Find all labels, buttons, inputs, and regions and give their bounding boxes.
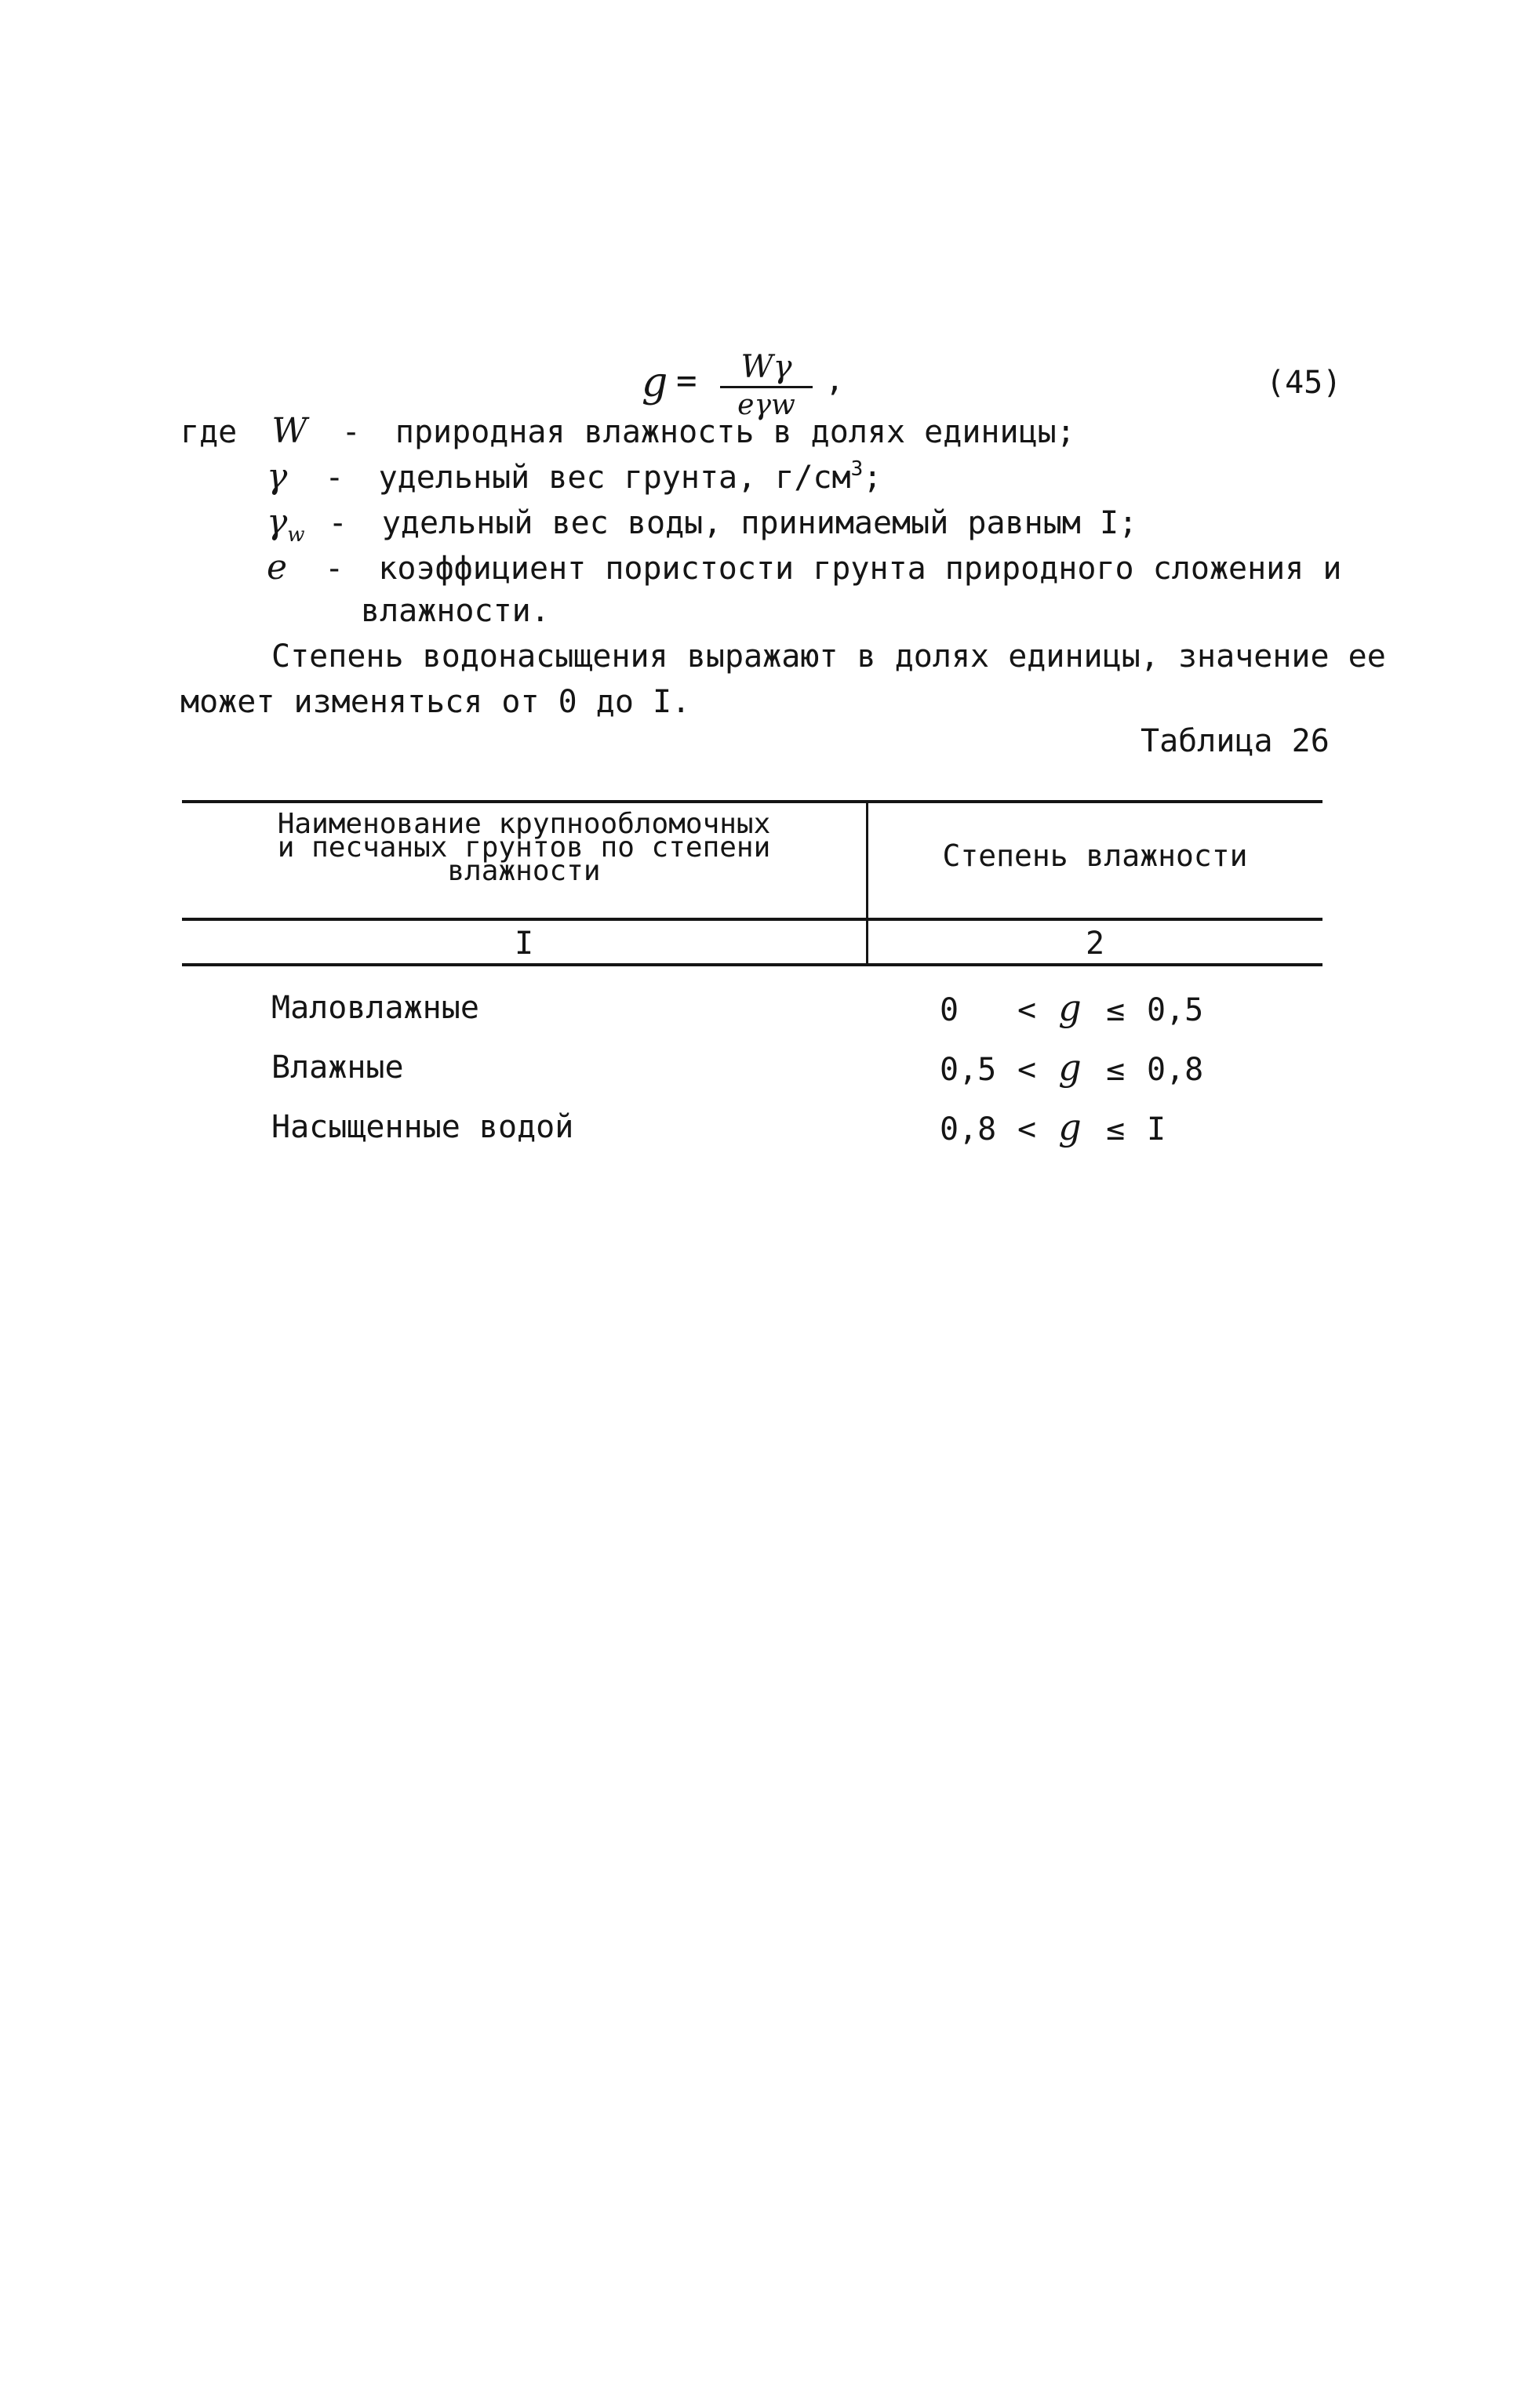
row-condition	[940, 1106, 1166, 1148]
definition-text: природная влажность в долях единицы;	[395, 414, 1075, 450]
cond-op1: <	[1017, 1052, 1037, 1088]
definitions-intro: где	[180, 414, 238, 450]
table-header-col2: Степень влажности	[942, 838, 1248, 873]
definition-row-w	[180, 411, 1075, 451]
cond-op2: ≤	[1105, 992, 1126, 1028]
definition-dash: -	[325, 460, 344, 496]
cond-variable: g	[1058, 1046, 1082, 1089]
cond-variable: g	[1058, 987, 1082, 1029]
cond-upper: 0,5	[1147, 992, 1204, 1028]
paragraph-line-1: Степень водонасыщения выражают в долях единицы, значение ее	[271, 638, 1386, 675]
table-caption: Таблица 26	[1141, 723, 1330, 759]
definition-symbol: γ	[267, 457, 288, 497]
definition-symbol: e	[267, 547, 288, 587]
definition-row-gamma-w	[267, 502, 1138, 547]
header-line: и песчаных грунтов по степени	[277, 831, 771, 864]
definition-text: влажности.	[361, 593, 550, 629]
definition-symbol: γ	[267, 502, 288, 542]
formula-denominator: eγw	[737, 389, 795, 421]
definition-text-end: ;	[863, 460, 882, 496]
paragraph-line-2: может изменяться от 0 до I.	[180, 684, 691, 720]
formula-lhs: g	[642, 359, 668, 406]
fraction-bar	[720, 386, 813, 388]
cond-upper: 0,8	[1147, 1052, 1204, 1088]
definition-text: удельный вес воды, принимаемый равным I;	[381, 505, 1138, 541]
column-number-1: I	[514, 926, 534, 962]
cond-op2: ≤	[1105, 1111, 1126, 1148]
definition-subscript: w	[287, 523, 305, 547]
definition-dash: -	[328, 505, 347, 541]
formula-comma: ,	[825, 362, 845, 398]
column-number-2: 2	[1085, 926, 1105, 962]
table-numbers-rule	[182, 963, 1322, 966]
cond-variable: g	[1058, 1106, 1082, 1148]
equation-number: (45)	[1266, 365, 1342, 401]
cond-lower: 0,8	[940, 1111, 997, 1148]
definition-row-e	[267, 547, 1342, 587]
table-top-rule	[182, 800, 1322, 803]
definition-superscript: 3	[850, 457, 864, 481]
definition-dash: -	[325, 551, 344, 587]
definition-text: удельный вес грунта, г/см	[378, 460, 851, 496]
header-line: влажности	[447, 855, 601, 887]
header-line: Наименование крупнообломочных	[277, 808, 771, 840]
row-name: Маловлажные	[271, 990, 479, 1026]
cond-op1: <	[1017, 1111, 1037, 1148]
row-condition	[940, 987, 1203, 1029]
table-header-rule	[182, 918, 1322, 921]
definition-text: коэффициент пористости грунта природного сложения и	[378, 551, 1342, 587]
definition-dash: -	[341, 414, 361, 450]
row-name: Влажные	[271, 1049, 404, 1086]
definition-symbol: W	[271, 411, 307, 451]
cond-op2: ≤	[1105, 1052, 1126, 1088]
row-condition	[940, 1046, 1203, 1089]
cond-lower: 0	[940, 992, 959, 1028]
formula-numerator: Wγ	[740, 349, 792, 385]
cond-op1: <	[1017, 992, 1037, 1028]
cond-upper: I	[1147, 1111, 1166, 1148]
row-name: Насыщенные водой	[271, 1109, 574, 1145]
definition-row-e-continued	[361, 593, 550, 629]
formula-equals: =	[676, 361, 697, 401]
table-header-col1	[182, 808, 866, 887]
cond-lower: 0,5	[940, 1052, 997, 1088]
definition-row-gamma	[267, 457, 882, 497]
